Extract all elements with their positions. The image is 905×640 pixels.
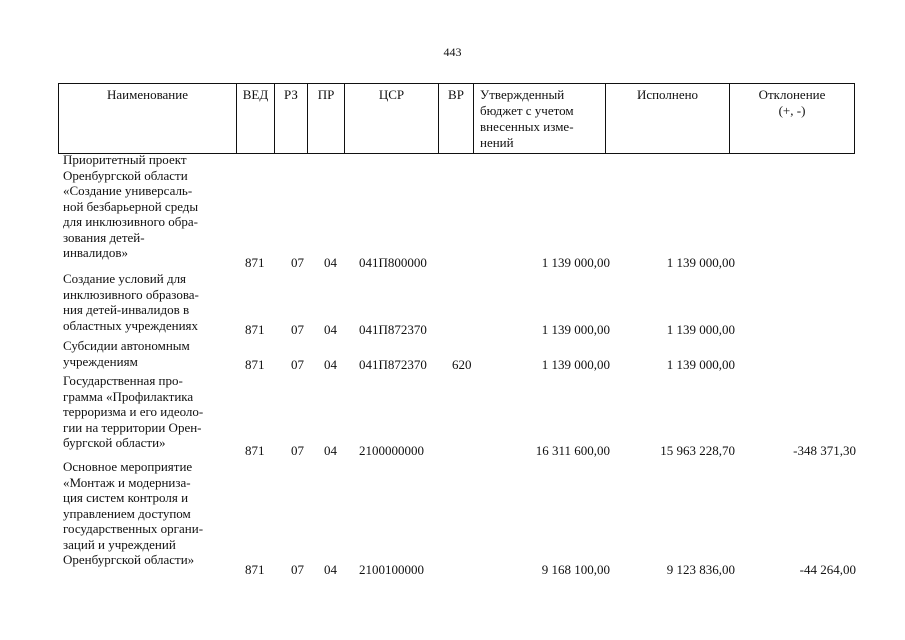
row-budget: 9 168 100,00 — [541, 561, 610, 577]
header-deviation: Отклонение (+, -) — [730, 84, 855, 154]
header-ved: ВЕД — [237, 84, 275, 154]
header-budget: Утвержденный бюджет с учетом внесенных изме- нений — [474, 84, 606, 154]
row-rz: 07 — [291, 321, 304, 337]
header-vr: ВР — [439, 84, 474, 154]
row-name: Приоритетный проект Оренбургской области «Создание универсаль- ной безбарьерной среды для инклюзивного обра- зования детей- инвалидов» — [63, 152, 199, 260]
table-row — [0, 459, 905, 577]
row-executed: 1 139 000,00 — [666, 356, 735, 372]
row-ved: 871 — [245, 321, 265, 337]
header-executed: Исполнено — [606, 84, 730, 154]
row-name: Государственная про- грамма «Профилактика терроризма и его идеоло- гии на территории Орен- бургской области» — [63, 373, 204, 450]
row-ved: 871 — [245, 356, 265, 372]
row-name: Субсидии автономным учреждениям — [63, 338, 190, 369]
row-executed: 9 123 836,00 — [666, 561, 735, 577]
row-pr: 04 — [324, 442, 337, 458]
header-rz: РЗ — [275, 84, 308, 154]
row-pr: 04 — [324, 356, 337, 372]
row-vr: 620 — [452, 356, 472, 372]
row-rz: 07 — [291, 442, 304, 458]
row-deviation: -44 264,00 — [799, 561, 856, 577]
row-csr: 041П872370 — [359, 356, 427, 372]
row-ved: 871 — [245, 561, 265, 577]
row-executed: 15 963 228,70 — [660, 442, 735, 458]
row-csr: 041П872370 — [359, 321, 427, 337]
row-executed: 1 139 000,00 — [666, 321, 735, 337]
table-row — [0, 152, 905, 270]
header-name: Наименование — [59, 84, 237, 154]
row-deviation: -348 371,30 — [793, 442, 856, 458]
row-csr: 041П800000 — [359, 254, 427, 270]
row-rz: 07 — [291, 561, 304, 577]
row-csr: 2100000000 — [359, 442, 424, 458]
row-budget: 16 311 600,00 — [535, 442, 610, 458]
header-pr: ПР — [308, 84, 345, 154]
row-name: Создание условий для инклюзивного образова- ния детей-инвалидов в областных учреждениях — [63, 271, 199, 333]
header-csr: ЦСР — [345, 84, 439, 154]
row-budget: 1 139 000,00 — [541, 356, 610, 372]
row-csr: 2100100000 — [359, 561, 424, 577]
row-ved: 871 — [245, 254, 265, 270]
row-rz: 07 — [291, 356, 304, 372]
row-pr: 04 — [324, 561, 337, 577]
table-row — [0, 271, 905, 337]
row-name: Основное мероприятие «Монтаж и модерниза- ция систем контроля и управлением доступом государственных органи- заций и учреждений Оренбургской области» — [63, 459, 204, 567]
page-number: 443 — [443, 45, 462, 59]
table-row — [0, 338, 905, 372]
table-row — [0, 373, 905, 458]
row-budget: 1 139 000,00 — [541, 254, 610, 270]
row-ved: 871 — [245, 442, 265, 458]
table-header — [58, 83, 855, 154]
row-rz: 07 — [291, 254, 304, 270]
row-pr: 04 — [324, 321, 337, 337]
row-budget: 1 139 000,00 — [541, 321, 610, 337]
row-pr: 04 — [324, 254, 337, 270]
row-executed: 1 139 000,00 — [666, 254, 735, 270]
